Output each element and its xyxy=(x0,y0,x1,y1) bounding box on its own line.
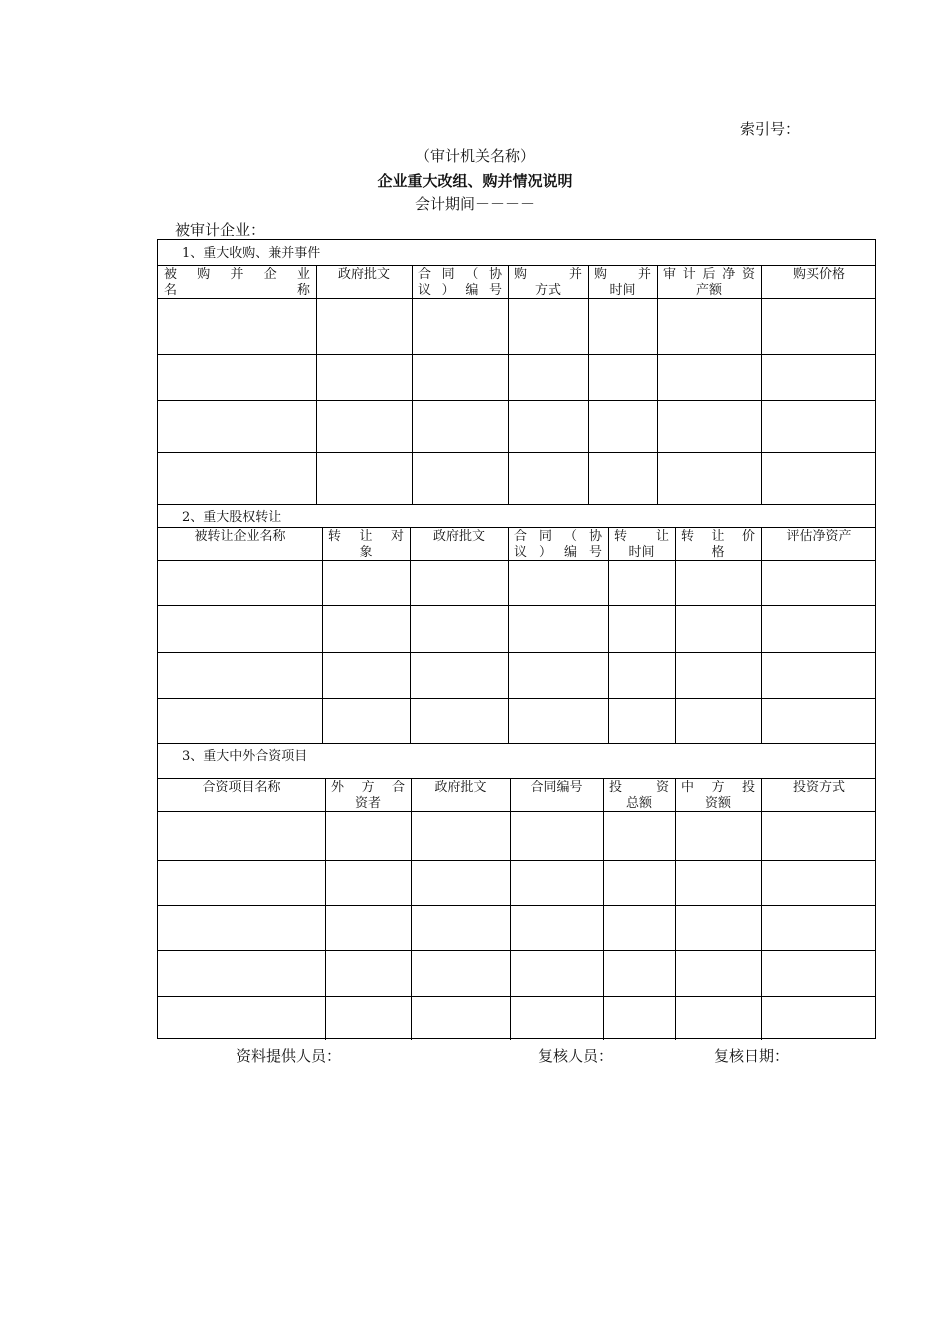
column-header-text: 合资项目名称 xyxy=(202,780,281,795)
table-column-rule xyxy=(761,265,762,504)
section-1-header-top-rule xyxy=(158,265,875,266)
section-3-column-header xyxy=(411,780,510,796)
report-form-table xyxy=(157,239,876,1039)
index-number-label: 索引号： xyxy=(740,120,801,138)
document-title: 企业重大改组、购并情况说明 xyxy=(377,172,573,190)
table-column-rule xyxy=(657,265,658,504)
column-header-text: 转让对 xyxy=(328,529,404,544)
accounting-period: 会计期间－－－－ xyxy=(414,195,535,213)
section-3-header-top-rule xyxy=(158,778,875,779)
table-column-rule xyxy=(325,778,326,1040)
provider-signature-label: 资料提供人员： xyxy=(236,1047,342,1065)
section-1-column-header xyxy=(158,267,316,299)
column-header-text: 议）编号 xyxy=(514,545,602,560)
section-1-column-header xyxy=(761,267,877,283)
section-2-header-top-rule xyxy=(158,527,875,528)
section-2-column-header xyxy=(761,529,877,545)
column-header-text: 审计后净资 xyxy=(663,267,755,282)
column-header-text: 合同编号 xyxy=(530,780,583,795)
column-header-text: 中方投 xyxy=(681,780,755,795)
column-header-text: 时间 xyxy=(609,283,636,298)
column-header-text: 被转让企业名称 xyxy=(194,529,286,544)
section-3-title: 3、重大中外合资项目 xyxy=(182,749,308,764)
table-row-rule xyxy=(158,950,875,951)
column-header-text: 时间 xyxy=(628,545,655,560)
section-3-column-header xyxy=(761,780,877,796)
section-2-column-header xyxy=(508,529,608,561)
section-1-column-header xyxy=(508,267,588,299)
table-row-rule xyxy=(158,905,875,906)
column-header-text: 名 称 xyxy=(164,283,310,298)
section-2-column-header xyxy=(322,529,410,561)
audit-org-name: （审计机关名称） xyxy=(414,147,535,165)
column-header-text: 资额 xyxy=(704,796,731,811)
table-row-rule xyxy=(158,605,875,606)
column-header-text: 资者 xyxy=(354,796,381,811)
column-header-text: 合同（协 xyxy=(418,267,502,282)
column-header-text: 合同（协 xyxy=(514,529,602,544)
section-2-column-header xyxy=(608,529,675,561)
table-column-rule xyxy=(761,527,762,743)
column-header-text: 投资方式 xyxy=(792,780,845,795)
column-header-text: 政府批文 xyxy=(434,780,487,795)
column-header-text: 转让 xyxy=(614,529,669,544)
section-2-column-header xyxy=(675,529,761,561)
table-row-rule xyxy=(158,743,875,744)
column-header-text: 转让价 xyxy=(681,529,755,544)
table-column-rule xyxy=(761,778,762,1040)
table-row-rule xyxy=(158,400,875,401)
column-header-text: 产额 xyxy=(695,283,722,298)
column-header-text: 议）编号 xyxy=(418,283,502,298)
section-1-column-header xyxy=(412,267,508,299)
section-1-title: 1、重大收购、兼并事件 xyxy=(182,246,321,261)
column-header-text: 政府批文 xyxy=(432,529,485,544)
section-3-column-header xyxy=(510,780,603,796)
column-header-text: 总额 xyxy=(625,796,652,811)
column-header-text: 购并 xyxy=(594,267,651,282)
table-row-rule xyxy=(158,698,875,699)
table-row-rule xyxy=(158,811,875,812)
column-header-text: 象 xyxy=(359,545,373,560)
table-column-rule xyxy=(588,265,589,504)
column-header-text: 政府批文 xyxy=(337,267,390,282)
table-column-rule xyxy=(316,265,317,504)
section-2-column-header xyxy=(410,529,508,545)
section-1-column-header xyxy=(588,267,657,299)
table-row-rule xyxy=(158,452,875,453)
column-header-text: 格 xyxy=(711,545,725,560)
column-header-text: 购买价格 xyxy=(792,267,845,282)
section-1-column-header xyxy=(316,267,412,283)
column-header-text: 评估净资产 xyxy=(786,529,852,544)
column-header-text: 方式 xyxy=(534,283,561,298)
audited-entity-label: 被审计企业： xyxy=(175,221,266,239)
reviewer-signature-label: 复核人员： xyxy=(538,1047,614,1065)
review-date-label: 复核日期： xyxy=(714,1047,790,1065)
column-header-text: 投资 xyxy=(609,780,669,795)
section-3-column-header xyxy=(325,780,411,812)
table-row-rule xyxy=(158,996,875,997)
section-2-title: 2、重大股权转让 xyxy=(182,510,282,525)
table-column-rule xyxy=(508,265,509,504)
table-row-rule xyxy=(158,652,875,653)
column-header-text: 购并 xyxy=(514,267,582,282)
table-row-rule xyxy=(158,860,875,861)
table-column-rule xyxy=(603,778,604,1040)
section-1-column-header xyxy=(657,267,761,299)
column-header-text: 被购并企业 xyxy=(164,267,310,282)
column-header-text: 外方合 xyxy=(331,780,405,795)
section-3-column-header xyxy=(675,780,761,812)
section-2-column-header xyxy=(158,529,322,545)
table-column-rule xyxy=(412,265,413,504)
section-3-column-header xyxy=(603,780,675,812)
table-column-rule xyxy=(411,778,412,1040)
table-column-rule xyxy=(410,527,411,743)
table-column-rule xyxy=(675,778,676,1040)
table-column-rule xyxy=(510,778,511,1040)
table-row-rule xyxy=(158,354,875,355)
section-3-column-header xyxy=(158,780,325,796)
table-row-rule xyxy=(158,504,875,505)
